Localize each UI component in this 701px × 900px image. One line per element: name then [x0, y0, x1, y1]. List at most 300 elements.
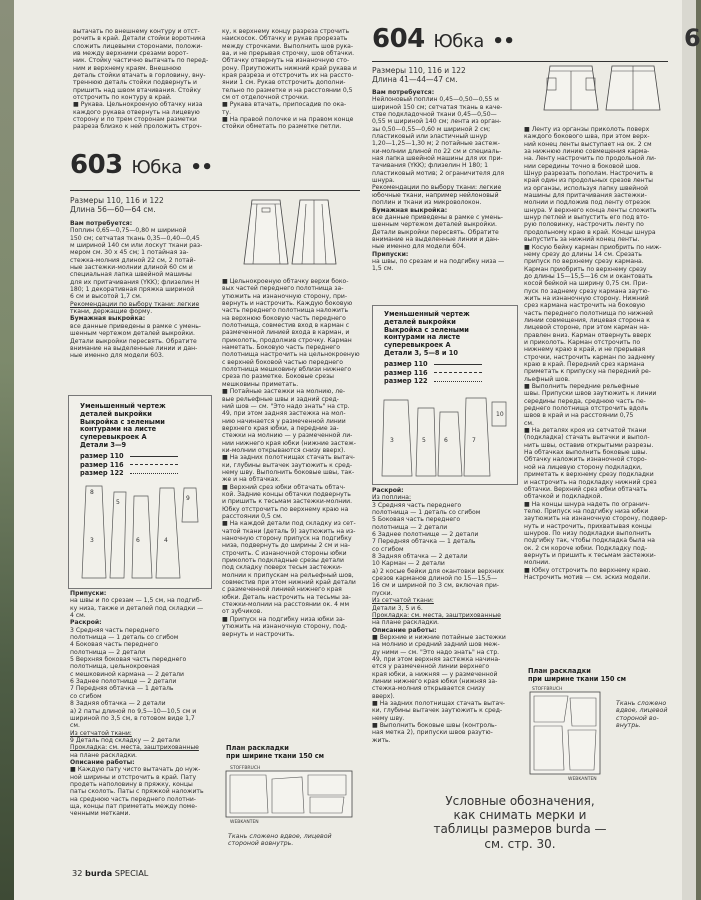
text-line: ■ Выполнить передние рельефные — [524, 383, 640, 391]
col1-top-text — [73, 28, 209, 131]
col2-body-text — [222, 278, 360, 638]
legend-line: вдвое, лицевой — [616, 707, 668, 715]
legend-line: Ткань сложено — [616, 700, 667, 707]
text-line: сторону и по трем сторонам разметки — [73, 116, 197, 124]
text-line: шириной 150 см; сетчатая ткань в каче- — [372, 103, 503, 111]
svg-text:9: 9 — [186, 495, 190, 502]
text-line: срез кармана настрочить на боковую — [524, 302, 646, 310]
size-legend-row — [80, 469, 178, 477]
text-line: с мешковиной кармана — 2 детали — [70, 670, 184, 678]
text-line: косой бейкой на ширину 0,75 см. При- — [524, 280, 648, 288]
text-line: на швы и по срезам — 1,5 см, на подгиб- — [70, 597, 202, 605]
text-line: нить швы, оставив открытыми разрезы. — [524, 441, 654, 449]
page-footer — [72, 868, 148, 878]
model-604-sketch — [540, 64, 670, 118]
text-line: ■ Ленту из органзы приколоть поверх — [524, 126, 650, 133]
text-line: ку, к верхнему концу разреза строчить — [222, 28, 350, 35]
text-line: низа, подвернуть до ширины 2 см и на- — [222, 542, 351, 550]
text-line: жить на изнаночную сторону. Нижний — [524, 294, 649, 302]
size-legend-line — [434, 372, 482, 373]
text-line: 4 Боковая часть переднего — [70, 641, 159, 649]
text-line: отстрочить по контуру в край. — [73, 94, 172, 102]
text-line: между строчками. Выполнить шов рука- — [222, 42, 354, 50]
text-line: на верхнюю боковую часть переднего — [222, 314, 346, 322]
text-line: шнуров. По низу подкладки выполнить — [524, 529, 652, 537]
text-line: нии середины точно в боковой шов. — [524, 162, 641, 170]
text-line: Детали выкройки пересвять. Обратите — [372, 228, 499, 236]
text-line: тельно по разметке и на расстоянии 0,5 — [222, 86, 353, 94]
magazine-logo: burda — [85, 868, 113, 878]
text-line: разреза близко к ней проложить строч- — [73, 123, 202, 131]
text-line: от зубчиков. — [222, 608, 263, 616]
model-603-sizes — [70, 196, 164, 214]
pattern-box-603-title — [80, 403, 200, 450]
text-line: 6 Заднее полотнище — 2 детали — [70, 678, 177, 686]
size-legend-line — [130, 473, 178, 474]
text-line: ткани, держащие форму. — [70, 308, 153, 316]
text-line: утюжить на изнаночную сторону, при- — [222, 292, 348, 300]
model-604-difficulty: •• — [492, 31, 515, 52]
text-line: швы. Припуски швов заутюжить к линии — [524, 390, 657, 398]
text-line: ной ширины и отстрочить в край. Пату — [70, 773, 197, 781]
text-line: строчки, настрочить карман по заднему — [524, 353, 655, 361]
layout-604-drawing — [528, 686, 608, 782]
text-line: Из сетчатой ткани: — [70, 729, 132, 737]
text-line: вытачать по внешнему контуру и отст- — [73, 28, 200, 35]
layout-603-title-text: План раскладки — [226, 744, 289, 752]
text-line: ной на лицевую сторону подкладки, — [524, 463, 643, 471]
text-line: 6 Заднее полотнище — 2 детали — [372, 531, 479, 539]
text-line: молнии. — [524, 559, 551, 567]
model-604-name: Юбка — [433, 31, 484, 52]
text-line: вернуть и пришить к тесьмам застежки- — [524, 551, 656, 559]
text-line: ний конец ленты выступает на ок. 2 см — [524, 140, 652, 148]
model-603-title — [70, 150, 212, 180]
text-line: 49, при этом верхняя застежка начина- — [372, 655, 501, 663]
text-line: рочить в край. Детали стойки воротника — [73, 35, 206, 43]
text-line: пуски. — [372, 589, 393, 597]
model-603-rule — [70, 190, 360, 191]
size-legend-line — [434, 381, 482, 382]
size-legend-row — [80, 452, 178, 460]
text-line: полотнища настрочить на цельнокроеную — [222, 351, 360, 359]
text-line: стежка-молния открывается снизу — [372, 685, 485, 693]
text-line: 16 см и шириной по 3 см, включая при- — [372, 582, 499, 590]
text-line: каждого рукава отвернуть на лицевую — [73, 108, 200, 116]
text-line: ки-молнии открываются снизу вверх). — [222, 446, 346, 454]
text-line: Шнур разрезать пополам. Настрочить в — [524, 170, 653, 178]
text-line: правлен вниз. Карман отвернуть вверх — [524, 331, 652, 339]
text-line: полотнища, совместив вход в карман с — [222, 322, 350, 330]
text-line: под складку поверх тесьм застежки- — [222, 564, 343, 572]
text-line: среза по разметке. Боковые срезы — [222, 373, 334, 381]
layout-603-selvage-label: WEBKANTEN — [230, 820, 259, 825]
text-line: из органзы, используя лапку швейной — [524, 184, 648, 192]
note-line: таблицы размеров burda — — [433, 822, 607, 837]
text-line: пришить над швом втачивания. Стойку — [73, 86, 201, 94]
text-line: Рекомендации по выбору ткани: легкие — [372, 184, 502, 192]
text-line: подгибку так, чтобы подкладка была на — [524, 537, 655, 545]
svg-text:4: 4 — [164, 537, 168, 544]
text-line: шенным чертежом деталей выкройки. — [70, 330, 195, 338]
text-line: 5 Верхняя боковая часть переднего — [70, 656, 187, 664]
text-line: линии нижнего края юбки (нижняя за- — [372, 677, 498, 685]
pattern-box-603-drawing — [76, 482, 204, 582]
text-line: Припуски: — [70, 590, 107, 597]
size-legend-row — [80, 461, 178, 469]
text-line: шнур петлей и выпустить его под вто- — [524, 214, 650, 222]
layout-603-drawing — [226, 765, 356, 823]
text-line: Нейлоновый поплин 0,45—0,50—0,55 м — [372, 96, 499, 104]
text-line: деталь стойки втачать в горловину, вну- — [73, 72, 206, 80]
legend-line: внутрь. — [616, 722, 641, 730]
box-title-line: деталей выкройки — [384, 317, 456, 326]
text-line: Бумажная выкройка: — [372, 206, 448, 214]
text-line: швов в край и на расстоянии 0,75 — [524, 412, 634, 420]
text-line: специальная лапка швейной машины — [70, 271, 192, 279]
text-line: вверх). — [372, 692, 395, 700]
text-line: мешковины приметать. — [222, 380, 299, 388]
text-line: каждого бокового шва, при этом верх- — [524, 133, 650, 141]
text-line: приколоть подкладные срезы детали — [222, 557, 344, 565]
model-604-sizes — [372, 66, 466, 84]
model-604-title — [372, 24, 514, 54]
text-line: на среднюю часть переднего полотни- — [70, 795, 196, 803]
text-line: края разреза и отстрочить их на рассто- — [222, 72, 354, 80]
layout-604-selvage-label: WEBKANTEN — [568, 777, 597, 782]
text-line: срезов карманов длиной по 15—15,5— — [372, 575, 498, 583]
text-line: выпустить за нижний конец ленты. — [524, 236, 640, 244]
text-line: ■ Верхний срез юбки обтачать обтач- — [222, 483, 346, 491]
text-line: Вам потребуется: — [70, 220, 133, 227]
text-line: см. — [70, 722, 80, 730]
text-line: машины для притачивания застежки- — [524, 192, 647, 200]
text-line: часть переднего полотнища по нижней — [524, 309, 653, 317]
text-line: наискосок. Обтачку и рукав прорезать — [222, 35, 348, 43]
box-title-line: контурами на листе — [80, 425, 157, 434]
note-line: Условные обозначения, — [445, 794, 595, 808]
box-title-line: Выкройка с зелеными — [384, 325, 469, 334]
text-line: полотнища — 2 детали — [372, 523, 448, 531]
text-line: с верхней боковой частью переднего — [222, 358, 343, 366]
text-line: нему срезу до длины 14 см. Срезать — [524, 250, 642, 258]
layout-604-title-text: План раскладки — [528, 667, 591, 675]
text-line: ■ Юбку отстрочить по верхнему краю. — [524, 566, 651, 574]
text-line: вернуть и настрочить. — [222, 630, 295, 638]
text-line: и настрочить на подкладку нижний срез — [524, 478, 657, 486]
text-line: ■ На деталях кроя из сетчатой ткани — [524, 427, 647, 435]
text-line: Описание работы: — [372, 626, 437, 634]
model-603-name: Юбка — [131, 157, 182, 178]
text-line: ■ На концы шнура надеть по огранич- — [524, 500, 650, 508]
legend-line: стороной во- — [616, 714, 659, 722]
layout-603-subtitle: при ширине ткани 150 см — [226, 751, 325, 760]
text-line: рую половинку, настрочить ленту по — [524, 221, 644, 229]
size-legend-line — [434, 364, 482, 365]
pattern-box-604-drawing — [378, 392, 512, 480]
text-line: ная лапка швейной машины для их при- — [372, 155, 503, 163]
model-604-rule — [372, 61, 668, 62]
text-line: верхнего края юбки, а передние за- — [222, 424, 339, 432]
size-legend-label: размер 110 — [80, 452, 124, 460]
size-chart-note — [420, 794, 620, 851]
size-legend-label: размер 122 — [80, 469, 124, 477]
text-line: нии нижнего края юбки (нижние застеж- — [222, 439, 356, 447]
text-line: полотнища — 1 деталь со сгибом — [70, 634, 179, 642]
sizes-label: Размеры 110, 116 и 122 — [70, 196, 164, 205]
text-line: ■ Каждую пату чисто вытачать до нуж- — [70, 766, 201, 774]
text-line: ■ Выполнить боковые швы (контроль- — [372, 722, 497, 729]
text-line: ний шов — см. "Это надо знать" на стр. — [222, 402, 350, 410]
box-title-line: суперевыкроек А — [384, 341, 451, 350]
text-line: ок. 2 см короче юбки. Подкладку под- — [524, 544, 648, 552]
text-line: со сгибом — [70, 692, 102, 700]
text-line: все данные приведены в рамке с умень- — [70, 322, 201, 330]
text-line: ■ Припуск на подгибку низа юбки за- — [222, 615, 345, 623]
text-line: Прокладка: см. места, заштрихованные — [70, 744, 199, 752]
text-line: обтачкой и подкладкой. — [524, 493, 603, 501]
magazine-edition: SPECIAL — [114, 868, 149, 878]
text-line: полотнища, цельнокроеная — [70, 663, 160, 671]
text-line: сложить лицевыми сторонами, положи- — [73, 42, 203, 50]
text-line: см от отделочной строчки. — [222, 94, 309, 102]
text-line: молнии к припускам на рельефный шов, — [222, 571, 354, 579]
svg-text:3: 3 — [90, 537, 94, 544]
size-legend-row — [384, 360, 482, 368]
text-line: жить. — [372, 736, 391, 744]
text-line: м шириной 140 см или лоскут ткани раз- — [70, 242, 203, 250]
svg-text:6: 6 — [444, 437, 448, 444]
svg-text:10: 10 — [496, 411, 504, 418]
text-line: Раскрой: — [70, 619, 102, 627]
text-line: линии совмещения, лицевая сторона к — [524, 316, 650, 324]
text-line: края юбки, а нижняя — у размеченной — [372, 670, 498, 678]
size-legend-label: размер 116 — [384, 368, 428, 377]
svg-text:8: 8 — [90, 489, 94, 496]
text-line: ку низа, также и деталей под складки — — [70, 604, 204, 612]
text-line: кой. Задние концы обтачки подвернуть — [222, 490, 351, 498]
col4-body-text — [524, 126, 668, 581]
box-title-line: Выкройка с зелеными — [80, 417, 165, 426]
text-line: Описание работы: — [70, 758, 135, 766]
text-line: Карман приобрить по верхнему срезу — [524, 265, 647, 273]
svg-text:5: 5 — [422, 437, 426, 444]
text-line: шнура. — [372, 177, 395, 185]
text-line: на. Ленту настрочить по продольной ли- — [524, 155, 657, 163]
text-line: стежка-молния длиной 22 см, 2 потай- — [70, 256, 196, 264]
left-page-edge — [0, 0, 14, 900]
text-line: шенным чертежом деталей выкройки. — [372, 221, 497, 229]
text-line: ща, концы пат приметать между поме- — [70, 802, 198, 810]
text-line: на плане раскладки. — [70, 751, 137, 759]
text-line: Настрочить мотив — см. эскиз модели. — [524, 573, 651, 581]
text-line: ив между верхними срезами ворот- — [73, 50, 189, 58]
text-line: же и на обтачках. — [222, 476, 281, 484]
text-line: приметать к припуску на передний ре- — [524, 368, 651, 376]
length-label: Длина 41—44—47 см. — [372, 75, 458, 84]
text-line: ные застежки-молнии длиной 60 см и — [70, 264, 193, 272]
box-title-line: контурами на листе — [384, 333, 461, 342]
text-line: со сгибом — [372, 545, 404, 553]
text-line: и пришить к тесьмам застежки-молнии. — [222, 498, 353, 506]
text-line: середины переда, среднюю часть пе- — [524, 397, 646, 405]
svg-text:3: 3 — [390, 437, 394, 444]
box-title-line: суперевыкроек А — [80, 433, 147, 442]
note-line: см. стр. 30. — [484, 836, 556, 851]
text-line: приметать к верхнему срезу подкладки — [524, 471, 654, 479]
text-line: юбочные ткани, например нейлоновый — [372, 191, 499, 199]
text-line: шнура. У верхнего конца ленты сложить — [524, 206, 657, 214]
text-line: ки-молнии длиной по 22 см и специаль- — [372, 147, 502, 155]
text-line: и приколоть. Карман отстрочить по — [524, 338, 641, 346]
text-line: льефный шов. — [524, 375, 570, 383]
text-line: 150 см; сетчатая ткань 0,35—0,40—0,45 — [70, 234, 200, 242]
text-line: шириной по 3,5 см, в готовом виде 1,7 — [70, 714, 195, 722]
text-line: на плане раскладки. — [372, 619, 439, 627]
text-line: 0,55 м шириной 140 см; лента из орган- — [372, 118, 502, 126]
text-line: нижнему краю в край, и не прерывая — [524, 346, 646, 354]
size-legend-label: размер 116 — [80, 460, 124, 469]
text-line: стойки обметать по разметке петли. — [222, 123, 342, 131]
text-line: стежки на молнию — у размеченной ли- — [222, 432, 353, 440]
text-line: 8 Задняя обтачка — 2 детали — [372, 553, 468, 561]
text-line: 1,5 см. — [372, 265, 394, 273]
text-line: продольному краю в край. Концы шнура — [524, 228, 656, 236]
text-line: продеть наполовину в пряжку, концы — [70, 780, 193, 788]
text-line: 5 Боковая часть переднего — [372, 516, 461, 524]
layout-603-fold-label: STOFFBRUCH — [230, 766, 261, 771]
text-line: внимание на выделенные линии и дан- — [372, 235, 500, 243]
text-line: лицевой стороне, при этом карман на- — [524, 324, 650, 332]
legend-line: стороной вовнутрь. — [228, 840, 294, 848]
text-line: вых частей переднего полотнища за- — [222, 285, 344, 293]
text-line: а) 2 паты длиной по 9,5—10—10,5 см и — [70, 707, 197, 715]
text-line: ется у размеченной линии верхнего — [372, 663, 490, 671]
text-line: Раскрой: — [372, 487, 404, 494]
text-line: полотнища — 2 детали — [70, 648, 146, 656]
text-line: а) 2 косые бейки для окантовки верхних — [372, 567, 504, 575]
text-line: Рекомендации по выбору ткани: легкие — [70, 300, 200, 308]
text-line: нему шву. — [372, 714, 405, 722]
note-line: как снимать мерки и — [453, 808, 587, 823]
text-line: нию начинается у размеченной линии — [222, 417, 346, 425]
legend-line: Ткань сложено вдвое, лицевой — [228, 833, 332, 840]
text-line: (подкладка) стачать вытачки и выпол- — [524, 434, 650, 442]
text-line: ные именно для модели 604. — [372, 243, 466, 251]
model-603-number: 603 — [70, 150, 123, 180]
length-label: Длина 56—60—64 см. — [70, 205, 156, 214]
size-legend-line — [130, 456, 178, 457]
text-line: Вам потребуется: — [372, 89, 435, 96]
text-line: 180; 1 декоративная пряжка шириной — [70, 286, 195, 294]
text-line: Юбку отстрочить по верхнему краю на — [222, 505, 349, 513]
text-line: край один из продольных срезов ленты — [524, 177, 653, 185]
text-line: треннюю деталь стойки подвернуть и — [73, 79, 197, 87]
text-line: 3 Средняя часть переднего — [372, 501, 462, 509]
text-line: Прокладка: см. места, заштрихованные — [372, 611, 501, 619]
text-line: паты сколоть. Паты с пряжкой наложить — [70, 788, 204, 796]
text-line: Бумажная выкройка: — [70, 315, 146, 323]
model-603-sketch — [240, 192, 360, 272]
text-line: Детали выкройки пересвять. Обратите — [70, 337, 197, 345]
text-line: ■ Рукава втачать, припосадив по ока- — [222, 101, 347, 109]
text-line: 4 см. — [70, 612, 86, 620]
box-title-line: Детали 3, 5—8 и 10 — [384, 348, 458, 357]
layout-603-legend — [228, 833, 332, 848]
text-line: 3 Средняя часть переднего — [70, 626, 160, 634]
text-line: совместив при этом нижний край детали — [222, 579, 356, 587]
text-line: ки, глубины вытачек заутюжить к сред- — [372, 707, 503, 715]
size-legend-line — [130, 464, 178, 465]
text-line: расстоянии 0,5 см. — [222, 513, 283, 520]
text-line: ■ Косую бейку карман приобрить по ниж- — [524, 243, 662, 251]
text-line: 10 Карман — 2 детали — [372, 560, 445, 568]
text-line: юбки. Деталь настрочить на тесьмы за- — [222, 593, 351, 601]
text-line: тачивания (YKK); флизелин H 180; 1 — [372, 162, 489, 170]
text-line: пластиковый мотив; 2 ограничителя для — [372, 169, 505, 177]
layout-604-fold-label: STOFFBRUCH — [532, 687, 563, 692]
col1-lower-text — [70, 590, 210, 818]
size-legend-label: размер 122 — [384, 377, 428, 385]
text-line: краю в край. Передний срез кармана — [524, 361, 645, 368]
text-line: янии 1 см. Рукав отстрочить дополни- — [222, 79, 346, 87]
text-line: внимание на выделенные линии и дан- — [70, 344, 198, 352]
layout-604-subtitle: при ширине ткани 150 см — [528, 674, 627, 683]
pattern-box-604-title — [384, 311, 508, 358]
text-line: ■ Потайные застежки на молнию, ле- — [222, 388, 346, 396]
model-604-number: 604 — [372, 24, 425, 54]
text-line: реднего полотнища отстрочить вдоль — [524, 405, 649, 413]
text-line: стве подкладочной ткани 0,45—0,50— — [372, 111, 497, 119]
text-line: Обтачку наложить изнаночной сторо- — [524, 456, 647, 464]
right-page-edge — [682, 0, 701, 900]
page-number: 32 — [72, 868, 83, 878]
text-line: телю. Припуск на подгибку низа юбки — [524, 507, 649, 515]
text-line: ченными метками. — [70, 810, 131, 818]
text-line: ■ Рукава. Цельнокроеную обтачку низа — [73, 101, 203, 109]
text-line: 7 Передняя обтачка — 1 деталь — [372, 538, 476, 546]
text-line: с размеченной линией нижнего края — [222, 586, 342, 594]
text-line: ду ними — см. "Это надо знать" на стр. — [372, 648, 500, 656]
box-title-line: Уменьшенный чертеж — [384, 310, 470, 318]
box-title-line: Уменьшенный чертеж — [80, 402, 166, 410]
text-line: вернуть и настрочить. Каждую боковую — [222, 300, 353, 308]
text-line: часть переднего полотнища наложить — [222, 307, 349, 315]
text-line: ■ Верхние и нижние потайные застежки — [372, 633, 506, 641]
text-line: строчить. С изнаночной стороны юбки — [222, 549, 347, 557]
text-line: мером см. 30 x 45 см; 1 потайная за- — [70, 249, 189, 257]
text-line: пластиковый или эластичный шнур — [372, 133, 488, 141]
text-line: Обтачку отвернуть на изнаночную сто- — [222, 57, 350, 65]
text-line: 9 Деталь под складку — 2 детали — [70, 736, 180, 744]
text-line: полотнища мешковину вблизи нижнего — [222, 366, 352, 374]
svg-text:7: 7 — [472, 437, 476, 444]
size-legend-label: размер 110 — [384, 360, 428, 368]
text-line: рону. Приутюжить нижний край рукава и — [222, 64, 357, 72]
svg-text:5: 5 — [116, 499, 120, 506]
text-line: нему шву. Выполнить боковые швы, так- — [222, 468, 355, 476]
text-line: Детали 3, 5 и 6. — [372, 604, 423, 612]
text-line: ник. Стойку частично вытачать по перед- — [73, 57, 209, 65]
text-line: ные именно для модели 603. — [70, 352, 164, 360]
text-line: до длины 15—15,5—16 см и окантовать — [524, 272, 653, 280]
text-line: обтачки. Верхний срез юбки обтачать — [524, 485, 647, 493]
text-line: 1,20—1,25—1,30 м; 2 потайные застеж- — [372, 140, 500, 148]
text-line: наночную сторону припуск на подгибку — [222, 535, 352, 543]
text-line: стежки-молнии на расстоянии ок. 4 мм — [222, 601, 350, 609]
model-603-difficulty: •• — [190, 157, 213, 178]
layout-604-title — [528, 668, 626, 684]
